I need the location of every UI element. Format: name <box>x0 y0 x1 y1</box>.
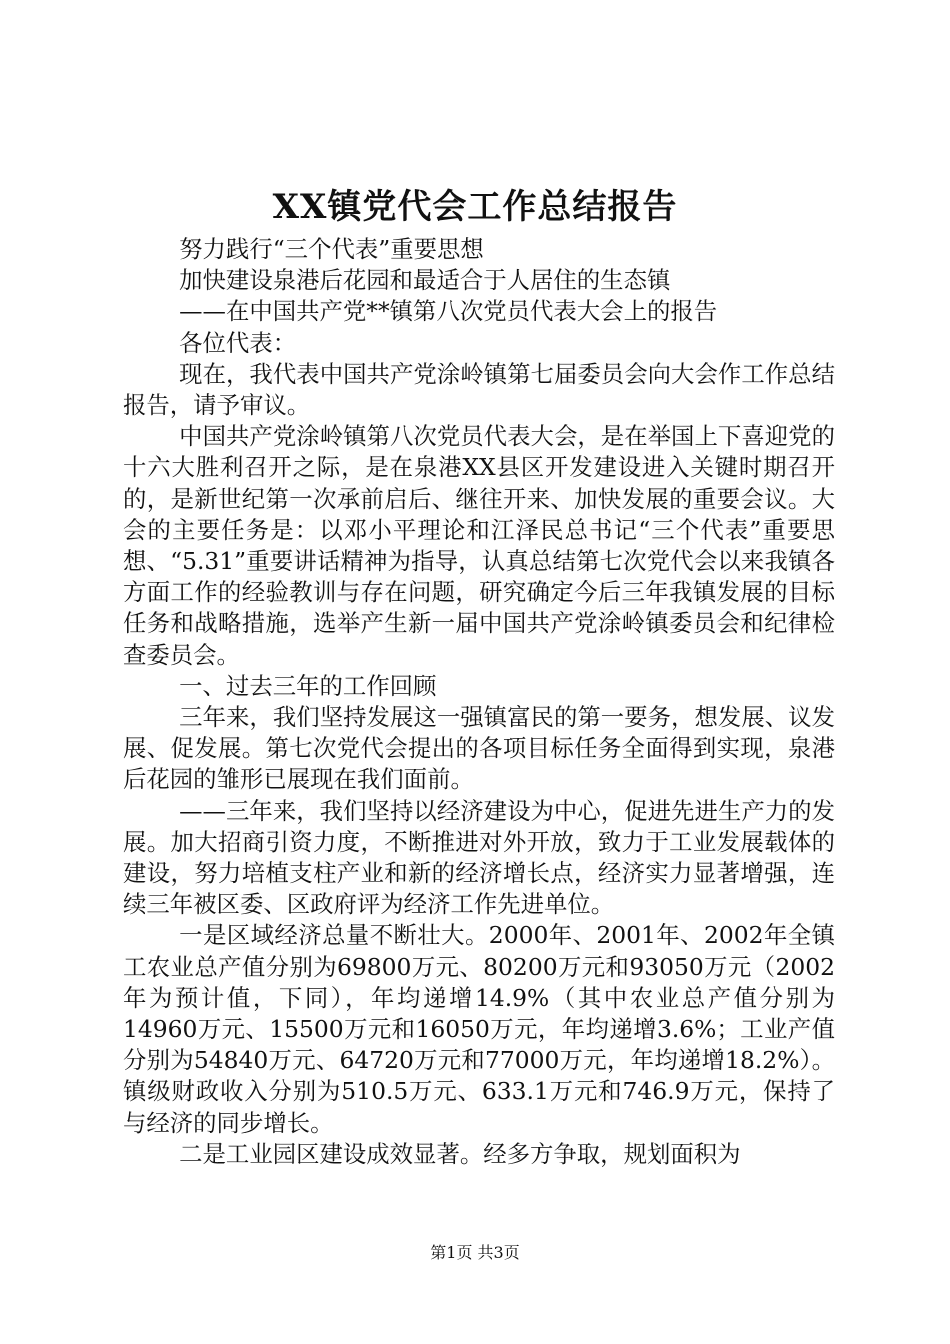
subtitle-line-3: ——在中国共产党**镇第八次党员代表大会上的报告 <box>179 297 718 326</box>
page-number: 第1页 共3页 <box>430 1243 520 1262</box>
document-title: XX镇党代会工作总结报告 <box>272 187 678 227</box>
section-heading: 一、过去三年的工作回顾 <box>179 671 437 700</box>
salutation: 各位代表： <box>179 328 297 357</box>
paragraph: 现在，我代表中国共产党涂岭镇第七届委员会向大会作工作总结报告，请予审议。 <box>123 359 835 420</box>
document-body <box>123 234 835 1170</box>
paragraph: 一是区域经济总量不断壮大。2000年、2001年、2002年全镇工农业总产值分别为69800万元、80200万元和93050万元（2002年为预计值，下同），年均递增14.9%（其中农业总产值分别为14960万元、15500万元和16050万元，年均递增3.6%；工业产值分别为54840万元、64720万元和77000万元，年均递增18.2%）。镇级财政收入分别为510.5万元、633.1万元和746.9万元，保持了与经济的同步增长。 <box>123 921 835 1137</box>
paragraph: 中国共产党涂岭镇第八次党员代表大会，是在举国上下喜迎党的十六大胜利召开之际，是在泉港XX县区开发建设进入关键时期召开的，是新世纪第一次承前启后、继往开来、加快发展的重要会议。大会的主要任务是：以邓小平理论和江泽民总书记“三个代表”重要思想、“5.31”重要讲话精神为指导，认真总结第七次党代会以来我镇各方面工作的经验教训与存在问题，研究确定今后三年我镇发展的目标任务和战略措施，选举产生新一届中国共产党涂岭镇委员会和纪律检查委员会。 <box>123 422 835 669</box>
paragraph: 三年来，我们坚持发展这一强镇富民的第一要务，想发展、议发展、促发展。第七次党代会提出的各项目标任务全面得到实现，泉港后花园的雏形已展现在我们面前。 <box>123 703 835 794</box>
subtitle-line-2: 加快建设泉港后花园和最适合于人居住的生态镇 <box>179 266 671 295</box>
paragraph: ——三年来，我们坚持以经济建设为中心，促进先进生产力的发展。加大招商引资力度，不断推进对外开放，致力于工业发展载体的建设，努力培植支柱产业和新的经济增长点，经济实力显著增强，连续三年被区委、区政府评为经济工作先进单位。 <box>123 796 835 919</box>
subtitle-line-1: 努力践行“三个代表”重要思想 <box>179 235 484 263</box>
paragraph: 二是工业园区建设成效显著。经多方争取，规划面积为 <box>179 1139 741 1168</box>
